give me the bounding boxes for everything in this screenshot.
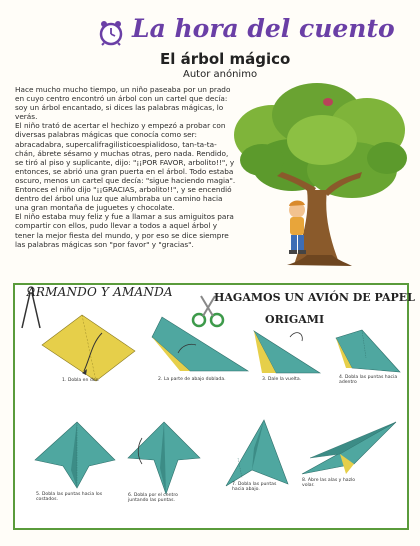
step-7-label: 7. Dobla las puntas hacia abajo. [232, 482, 277, 493]
step-8-diagram [300, 418, 398, 478]
story-paragraph: El niño trató de acertar el hechizo y empezó a probar con diversas palabras mágicas que conocía como ser: abracadabra, supercalifragilisticoespialidoso, tan-ta-ta-chán, ábrete sésamo y muchas otras, pero nada. Rendido, se tiró al piso y suplicante, dijo: "¡¡POR FAVOR, arbolito!!", y entonces, se abrió una gran puerta en el árbol. Todo estaba oscuro, menos un cartel que decía: "sigue haciendo magia". Entonces el niño dijo "¡¡GRACIAS, arbolito!!", y se encendió dentro del árbol una luz que alumbraba un camino hacia una gran montaña de juguetes y chocolate. [15, 121, 236, 213]
step-2-diagram [150, 315, 250, 375]
step-7-diagram [224, 418, 290, 488]
step-4-label: 4. Dobla las puntas hacia adentro [339, 375, 398, 386]
step-3-diagram [252, 327, 322, 377]
craft-subtitle: ORIGAMI [265, 313, 325, 326]
story-author: Autor anónimo [183, 69, 258, 80]
step-1-label: 1. Dobla en dos. [62, 378, 100, 383]
story-paragraph: Hace mucho mucho tiempo, un niño paseaba por un prado en cuyo centro encontró un árbol con un cartel que decía: soy un árbol encantado, si dices las palabras mágicas, lo verás. [15, 85, 231, 122]
story-text [15, 85, 236, 249]
step-2-label: 2. La parte de abajo doblada. [158, 377, 226, 382]
step-6-diagram [124, 418, 204, 498]
story-paragraph: El niño estaba muy feliz y fue a llamar a sus amiguitos para compartir con ellos, pudo llevar a todos a aquel árbol y tener la mejor fiesta del mundo, y por eso se dice siempre las palabras mágicas son "por favor" y "gracias". [15, 212, 234, 249]
step-5-diagram [33, 420, 118, 490]
step-5-label: 5. Dobla las puntas hacia los costados. [36, 492, 103, 503]
step-4-diagram [332, 328, 402, 378]
step-1-diagram [40, 313, 140, 383]
craft-title: HAGAMOS UN AVIÓN DE PAPEL [214, 291, 415, 304]
story-title: La hora del cuento [132, 14, 395, 43]
step-3-label: 3. Dale la vuelta. [262, 377, 302, 382]
craft-section-label: ARMANDO Y AMANDA [27, 285, 173, 299]
story-subtitle: El árbol mágico [160, 50, 291, 68]
step-8-label: 8. Abre las alas y hazlo volar. [302, 478, 356, 489]
alarm-clock-icon [98, 20, 124, 46]
tree-illustration [232, 80, 407, 276]
step-6-label: 6. Dobla por el centro juntando las puntas. [128, 493, 178, 504]
